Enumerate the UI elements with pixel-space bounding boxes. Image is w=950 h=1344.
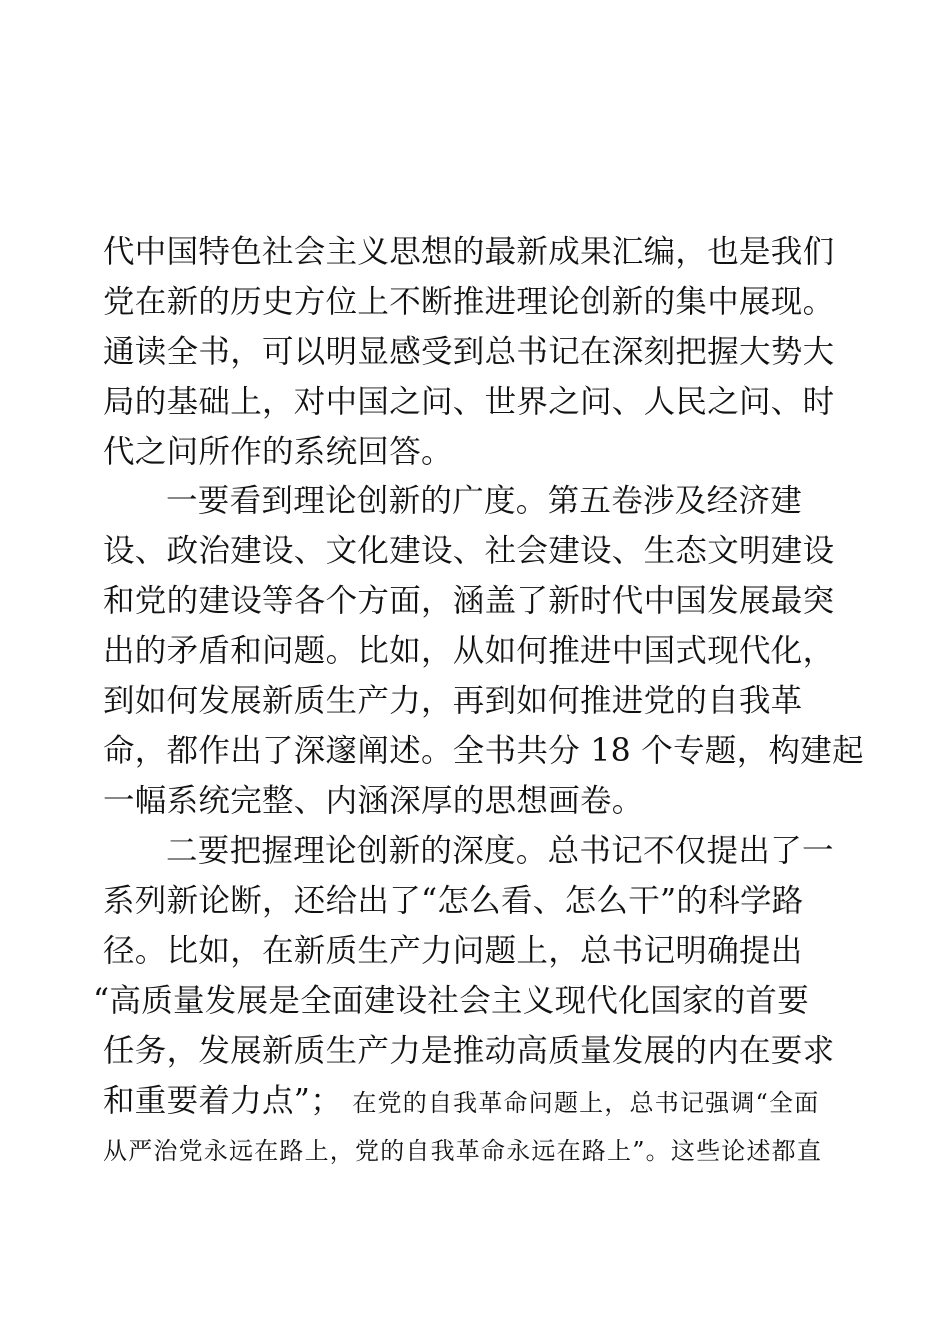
text-line: 一幅系统完整、内涵深厚的思想画卷。	[103, 783, 644, 819]
text-line: 出的矛盾和问题。比如，从如何推进中国式现代化，	[103, 633, 835, 669]
text-line: 命，都作出了深邃阐述。全书共分 18 个专题，构建起	[103, 733, 864, 769]
text-line: 代之问所作的系统回答。	[103, 434, 453, 470]
text-line: 党在新的历史方位上不断推进理论创新的集中展现。	[103, 284, 835, 320]
text-segment-small: 在党的自我革命问题上，总书记强调“全面	[352, 1089, 820, 1117]
text-line: 代中国特色社会主义思想的最新成果汇编，也是我们	[103, 234, 835, 270]
text-line: 二要把握理论创新的深度。总书记不仅提出了一	[166, 833, 834, 869]
text-line	[103, 1081, 819, 1123]
text-line: 设、政治建设、文化建设、社会建设、生态文明建设	[103, 533, 835, 569]
text-line: 从严治党永远在路上，党的自我革命永远在路上”。这些论述都直	[103, 1137, 823, 1165]
text-line: 一要看到理论创新的广度。第五卷涉及经济建	[166, 483, 803, 519]
text-line: 系列新论断，还给出了“怎么看、怎么干”的科学路	[103, 883, 804, 919]
text-line: 和党的建设等各个方面，涵盖了新时代中国发展最突	[103, 583, 835, 619]
text-line: 到如何发展新质生产力，再到如何推进党的自我革	[103, 683, 803, 719]
text-line: 任务，发展新质生产力是推动高质量发展的内在要求	[103, 1033, 835, 1069]
text-line: 径。比如，在新质生产力问题上，总书记明确提出	[103, 933, 803, 969]
text-line: “高质量发展是全面建设社会主义现代化国家的首要	[93, 983, 810, 1019]
text-line: 通读全书，可以明显感受到总书记在深刻把握大势大	[103, 334, 835, 370]
text-segment-large: 和重要着力点”；	[103, 1083, 343, 1119]
text-line: 局的基础上，对中国之问、世界之问、人民之问、时	[103, 384, 835, 420]
